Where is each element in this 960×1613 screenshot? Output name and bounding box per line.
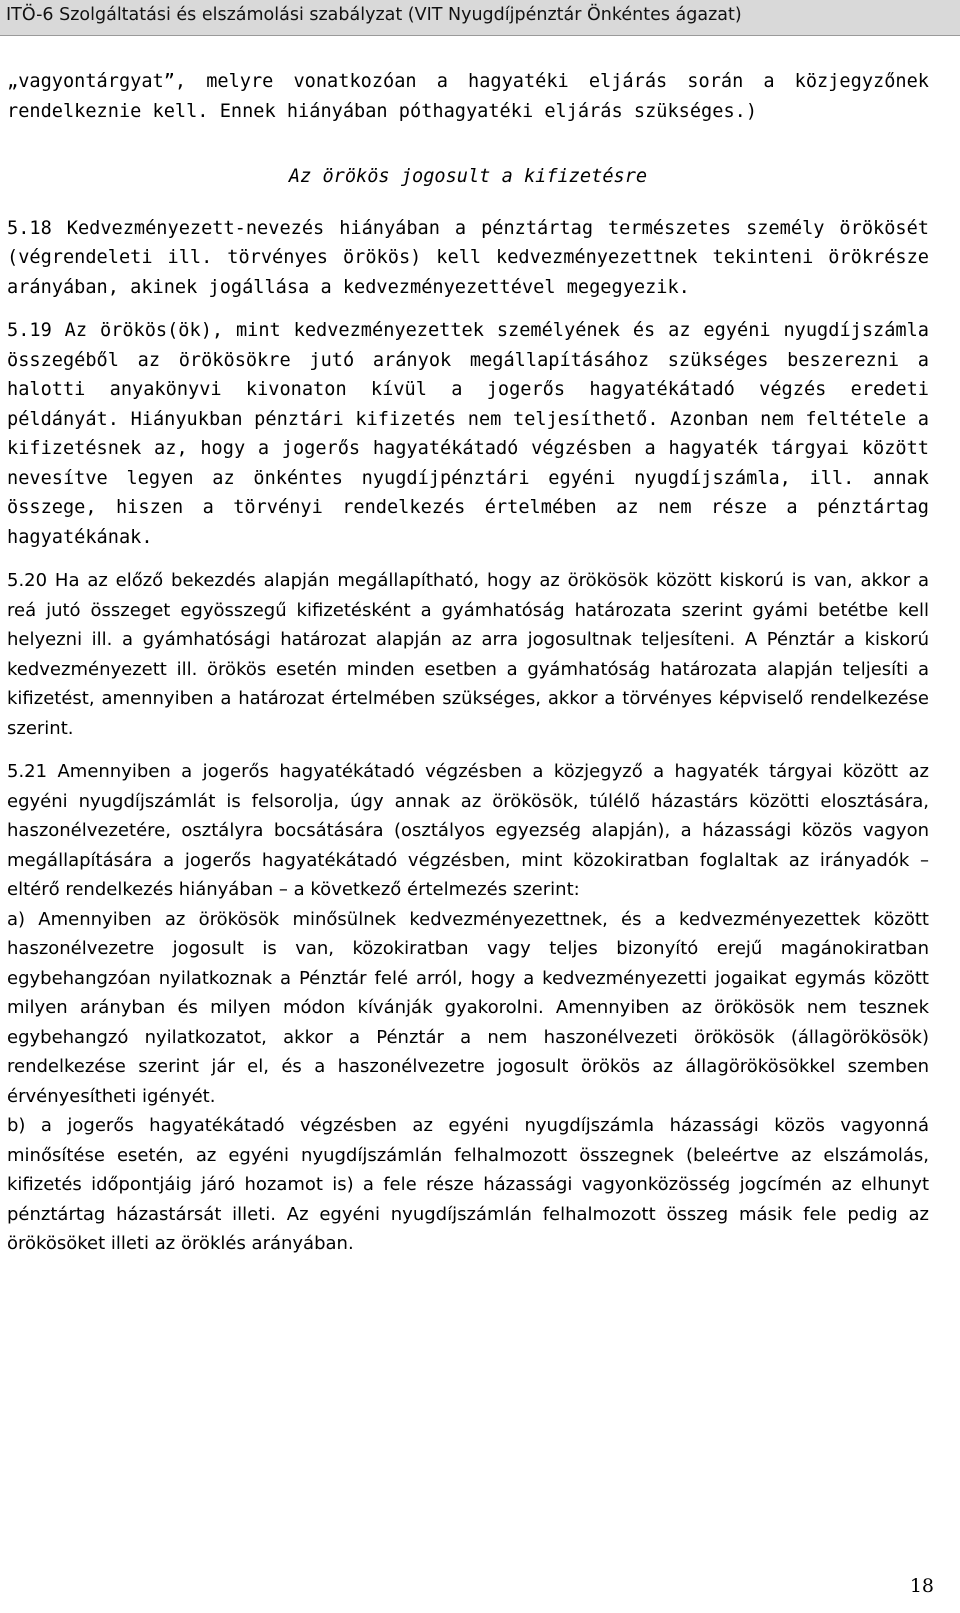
paragraph-b: b) a jogerős hagyatékátadó végzésben az egyéni nyugdíjszámla házassági közös vagyonná minősítése esetén, az egyéni nyugdíjszámlán felhalmozott összegnek (beleértve az elszámolás, kifizetés időpontjáig járó hozamot is) a fele része házassági vagyonközösség jogcímén az elhunyt pénztártag házastársát illeti. Az egyéni nyugdíjszámlán felhalmozott összeg másik fele pedig az örökösöket illeti az öröklés arányában. bbox=[7, 1115, 929, 1254]
paragraph-5-18: 5.18 Kedvezményezett-nevezés hiányában a pénztártag természetes személy örökösét (végrendeleti ill. törvényes örökös) kell kedvezményezettnek tekinteni örökrésze arányában, akinek jogállása a kedvezményezettével megegyezik. bbox=[7, 217, 929, 298]
section-subheading: Az örökös jogosult a kifizetésre bbox=[288, 166, 648, 187]
paragraph-5-21: 5.21 Amennyiben a jogerős hagyatékátadó végzésben a közjegyző a hagyaték tárgyai között az egyéni nyugdíjszámlát is felsorolja, úgy annak az örökösök, túlélő házastárs közötti elosztására, haszonélvezetére, osztályra bocsátására (osztályos egyezség alapján), a házassági közös vagyon megállapítására a jogerős hagyatékátadó végzésben, mint közokiratban foglaltak az irányadók – eltérő rendelkezés hiányában – a következő értelmezés szerint: bbox=[7, 761, 929, 900]
paragraph-5-19: 5.19 Az örökös(ök), mint kedvezményezettek személyének és az egyéni nyugdíjszámla összegéből az örökösökre jutó arányok megállapításához szükséges beszerezni a halotti anyakönyvi kivonaton kívül a jogerős hagyatékátadó végzés eredeti példányát. Hiányukban pénztári kifizetés nem teljesíthető. Azonban nem feltétele a kifizetésnek az, hogy a jogerős hagyatékátadó végzésben a hagyaték tárgyai között nevesítve legyen az önkéntes nyugdíjpénztári egyéni nyugdíjszámla, ill. annak összege, hiszen a törvényi rendelkezés értelmében az nem része a pénztártag hagyatékának. bbox=[7, 320, 929, 548]
paragraph-5-20: 5.20 Ha az előző bekezdés alapján megállapítható, hogy az örökösök között kiskorú is van, akkor a reá jutó összeget egyösszegű kifizetésként a gyámhatóság határozata szerint gyámi betétbe kell helyezni ill. a gyámhatósági határozat alapján az arra jogosultnak teljesíteni. A Pénztár a kiskorú kedvezményezett ill. örökös esetén minden esetben a gyámhatóság határozata alapján teljesíti a kifizetést, amennyiben a határozat értelmében szükséges, akkor a törvényes képviselő rendelkezése szerint. bbox=[7, 570, 929, 739]
paragraph-a: a) Amennyiben az örökösök minősülnek kedvezményezettnek, és a kedvezményezettek között haszonélvezetre jogosult is van, közokiratban vagy teljes bizonyító erejű magánokiratban egybehangzóan nyilatkoznak a Pénztár felé arról, hogy a kedvezményezetti jogaikat egymás között milyen arányban és milyen módon kívánják gyakorolni. Amennyiben az örökösök nem tesznek egybehangzó nyilatkozatot, akkor a Pénztár a nem haszonélvezeti örökösök (állagörökösök) rendelkezése szerint jár el, és a haszonélvezetre jogosult örökös az állagörökösökkel szemben érvényesítheti igényét. bbox=[7, 908, 929, 1107]
header-title: ITÖ-6 Szolgáltatási és elszámolási szabályzat (VIT Nyugdíjpénztár Önkéntes ágazat) bbox=[6, 5, 742, 25]
page-number: 18 bbox=[909, 1575, 934, 1597]
document-body bbox=[7, 67, 929, 1259]
document-header bbox=[0, 0, 960, 36]
intro-paragraph: „vagyontárgyat”, melyre vonatkozóan a hagyatéki eljárás során a közjegyzőnek rendelkeznie kell. Ennek hiányában póthagyatéki eljárás szükséges.) bbox=[7, 71, 929, 122]
